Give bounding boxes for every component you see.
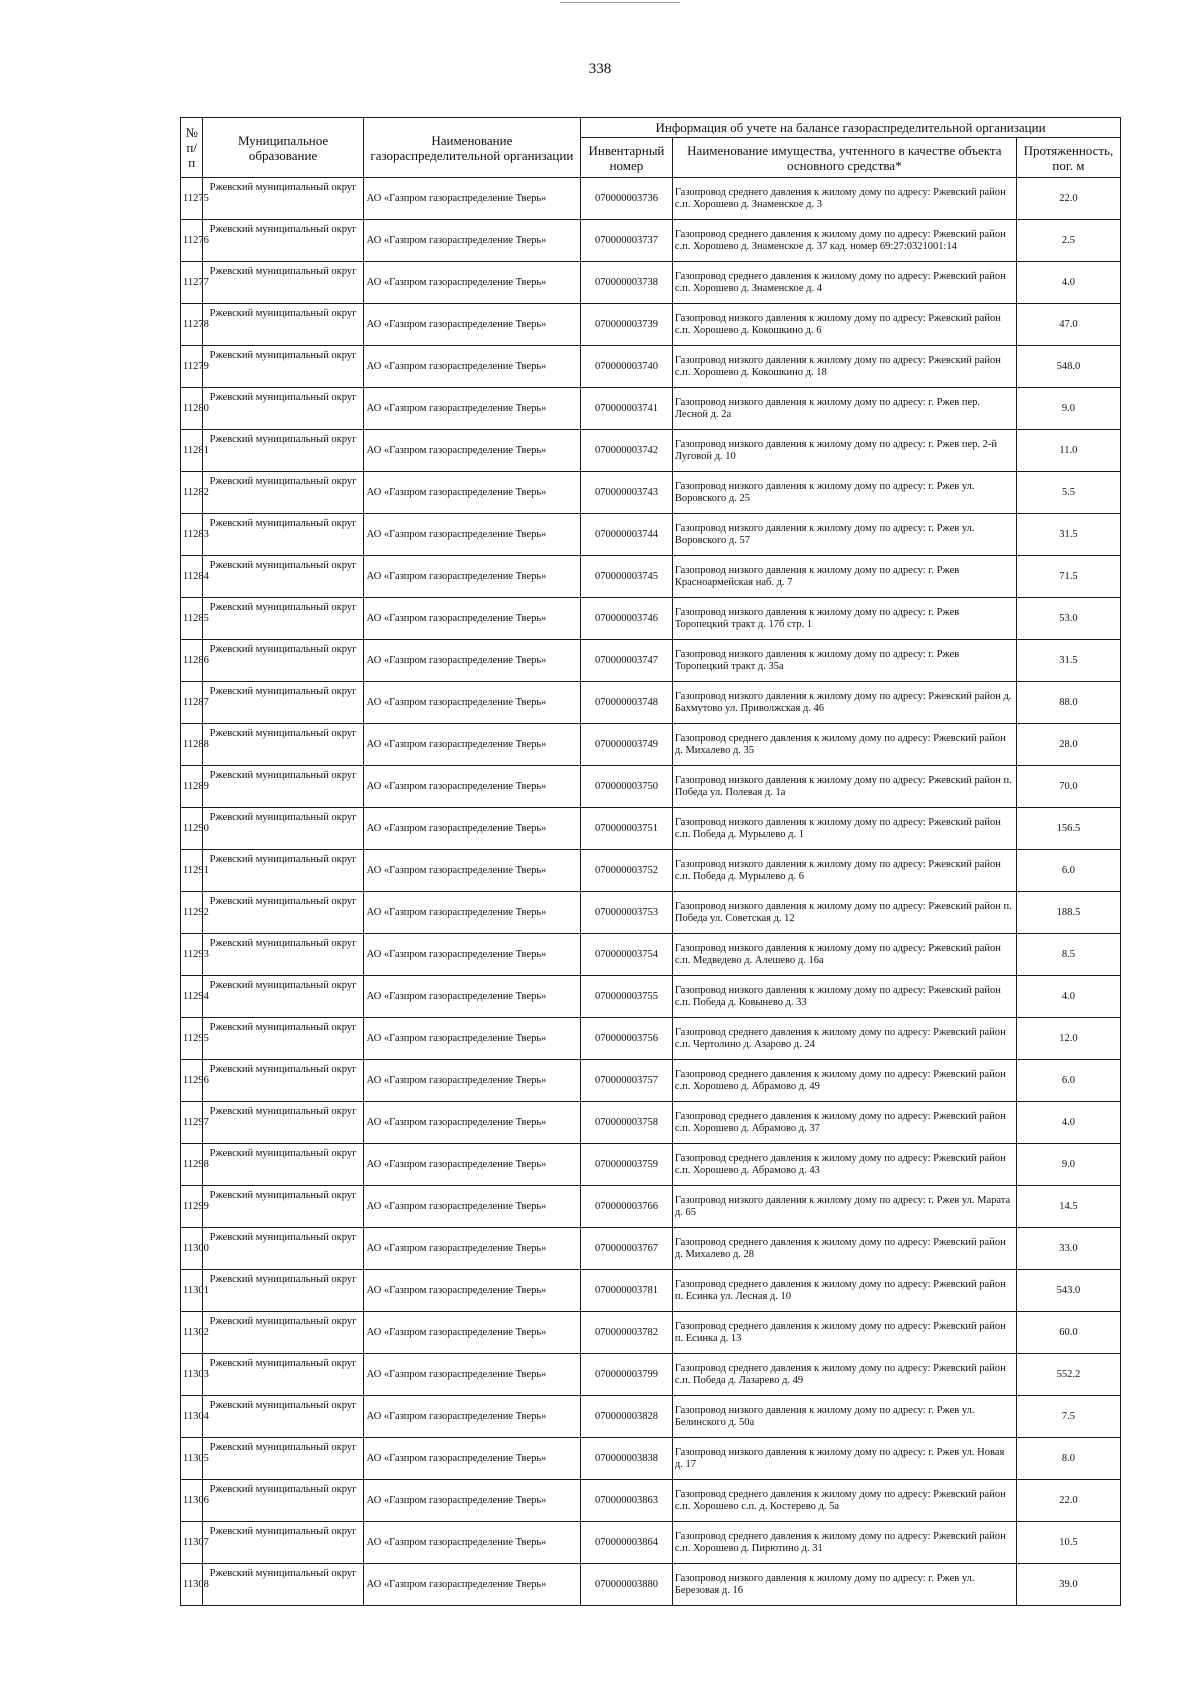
inventory-number-cell: 070000003744 <box>581 514 673 556</box>
inventory-number-cell: 070000003755 <box>581 976 673 1018</box>
property-name-cell: Газопровод низкого давления к жилому дому по адресу: г. Ржев ул. Белинского д. 50а <box>672 1396 1016 1438</box>
municipality-cell: Ржевский муниципальный округ <box>203 472 363 514</box>
inventory-number-cell: 070000003756 <box>581 1018 673 1060</box>
row-number: 11306 <box>181 1480 203 1522</box>
organization-cell: АО «Газпром газораспределение Тверь» <box>363 892 580 934</box>
inventory-number-cell: 070000003782 <box>581 1312 673 1354</box>
inventory-number-cell: 070000003748 <box>581 682 673 724</box>
row-number: 11278 <box>181 304 203 346</box>
inventory-number-cell: 070000003757 <box>581 1060 673 1102</box>
municipality-cell: Ржевский муниципальный округ <box>203 1102 363 1144</box>
organization-cell: АО «Газпром газораспределение Тверь» <box>363 724 580 766</box>
property-name-cell: Газопровод низкого давления к жилому дому по адресу: Ржевский район с.п. Победа д. Мурылево д. 1 <box>672 808 1016 850</box>
table-row <box>181 346 1121 388</box>
inventory-number-cell: 070000003739 <box>581 304 673 346</box>
table-row <box>181 1102 1121 1144</box>
row-number: 11293 <box>181 934 203 976</box>
property-name-cell: Газопровод среднего давления к жилому дому по адресу: Ржевский район с.п. Хорошево д. Абрамово д. 49 <box>672 1060 1016 1102</box>
row-number: 11298 <box>181 1144 203 1186</box>
organization-cell: АО «Газпром газораспределение Тверь» <box>363 1102 580 1144</box>
property-name-cell: Газопровод низкого давления к жилому дому по адресу: г. Ржев ул. Марата д. 65 <box>672 1186 1016 1228</box>
municipality-cell: Ржевский муниципальный округ <box>203 1480 363 1522</box>
length-cell: 4.0 <box>1016 976 1120 1018</box>
table-row <box>181 262 1121 304</box>
municipality-cell: Ржевский муниципальный округ <box>203 430 363 472</box>
header-info-group: Информация об учете на балансе газораспределительной организации <box>581 118 1121 138</box>
inventory-number-cell: 070000003740 <box>581 346 673 388</box>
table-row <box>181 850 1121 892</box>
length-cell: 9.0 <box>1016 1144 1120 1186</box>
organization-cell: АО «Газпром газораспределение Тверь» <box>363 1438 580 1480</box>
length-cell: 14.5 <box>1016 1186 1120 1228</box>
inventory-number-cell: 070000003753 <box>581 892 673 934</box>
municipality-cell: Ржевский муниципальный округ <box>203 598 363 640</box>
table-row <box>181 1522 1121 1564</box>
inventory-number-cell: 070000003864 <box>581 1522 673 1564</box>
organization-cell: АО «Газпром газораспределение Тверь» <box>363 808 580 850</box>
table-row <box>181 556 1121 598</box>
length-cell: 88.0 <box>1016 682 1120 724</box>
table-row <box>181 808 1121 850</box>
length-cell: 53.0 <box>1016 598 1120 640</box>
municipality-cell: Ржевский муниципальный округ <box>203 640 363 682</box>
row-number: 11297 <box>181 1102 203 1144</box>
property-name-cell: Газопровод среднего давления к жилому дому по адресу: Ржевский район с.п. Хорошево д. Знаменское д. 3 <box>672 178 1016 220</box>
municipality-cell: Ржевский муниципальный округ <box>203 1312 363 1354</box>
table-row <box>181 1270 1121 1312</box>
length-cell: 4.0 <box>1016 1102 1120 1144</box>
inventory-number-cell: 070000003745 <box>581 556 673 598</box>
inventory-number-cell: 070000003746 <box>581 598 673 640</box>
length-cell: 47.0 <box>1016 304 1120 346</box>
organization-cell: АО «Газпром газораспределение Тверь» <box>363 976 580 1018</box>
length-cell: 60.0 <box>1016 1312 1120 1354</box>
organization-cell: АО «Газпром газораспределение Тверь» <box>363 1228 580 1270</box>
table-body <box>181 178 1121 1606</box>
row-number: 11277 <box>181 262 203 304</box>
length-cell: 22.0 <box>1016 1480 1120 1522</box>
length-cell: 5.5 <box>1016 472 1120 514</box>
table-row <box>181 892 1121 934</box>
table-row <box>181 1312 1121 1354</box>
length-cell: 8.0 <box>1016 1438 1120 1480</box>
row-number: 11282 <box>181 472 203 514</box>
row-number: 11296 <box>181 1060 203 1102</box>
property-name-cell: Газопровод среднего давления к жилому дому по адресу: Ржевский район с.п. Чертолино д. Азарово д. 24 <box>672 1018 1016 1060</box>
table-row <box>181 1060 1121 1102</box>
row-number: 11290 <box>181 808 203 850</box>
property-name-cell: Газопровод низкого давления к жилому дому по адресу: Ржевский район с.п. Победа д. Мурылево д. 6 <box>672 850 1016 892</box>
row-number: 11305 <box>181 1438 203 1480</box>
row-number: 11292 <box>181 892 203 934</box>
inventory-number-cell: 070000003743 <box>581 472 673 514</box>
table-row <box>181 1018 1121 1060</box>
row-number: 11289 <box>181 766 203 808</box>
row-number: 11295 <box>181 1018 203 1060</box>
inventory-number-cell: 070000003754 <box>581 934 673 976</box>
municipality-cell: Ржевский муниципальный округ <box>203 262 363 304</box>
length-cell: 28.0 <box>1016 724 1120 766</box>
length-cell: 7.5 <box>1016 1396 1120 1438</box>
table-row <box>181 598 1121 640</box>
inventory-number-cell: 070000003749 <box>581 724 673 766</box>
inventory-number-cell: 070000003767 <box>581 1228 673 1270</box>
inventory-number-cell: 070000003737 <box>581 220 673 262</box>
header-property: Наименование имущества, учтенного в качестве объекта основного средства* <box>672 138 1016 178</box>
municipality-cell: Ржевский муниципальный округ <box>203 1438 363 1480</box>
organization-cell: АО «Газпром газораспределение Тверь» <box>363 766 580 808</box>
inventory-number-cell: 070000003750 <box>581 766 673 808</box>
property-name-cell: Газопровод низкого давления к жилому дому по адресу: Ржевский район п. Победа ул. Полевая д. 1а <box>672 766 1016 808</box>
inventory-number-cell: 070000003742 <box>581 430 673 472</box>
row-number: 11294 <box>181 976 203 1018</box>
organization-cell: АО «Газпром газораспределение Тверь» <box>363 220 580 262</box>
header-length: Протяженность, пог. м <box>1016 138 1120 178</box>
row-number: 11303 <box>181 1354 203 1396</box>
municipality-cell: Ржевский муниципальный округ <box>203 1228 363 1270</box>
length-cell: 31.5 <box>1016 640 1120 682</box>
length-cell: 4.0 <box>1016 262 1120 304</box>
municipality-cell: Ржевский муниципальный округ <box>203 1018 363 1060</box>
organization-cell: АО «Газпром газораспределение Тверь» <box>363 1480 580 1522</box>
property-name-cell: Газопровод среднего давления к жилому дому по адресу: Ржевский район п. Есинка ул. Лесная д. 10 <box>672 1270 1016 1312</box>
property-name-cell: Газопровод низкого давления к жилому дому по адресу: г. Ржев ул. Воровского д. 25 <box>672 472 1016 514</box>
table-row <box>181 1438 1121 1480</box>
row-number: 11288 <box>181 724 203 766</box>
table-row <box>181 388 1121 430</box>
row-number: 11307 <box>181 1522 203 1564</box>
table-row <box>181 430 1121 472</box>
header-org-name: Наименование газораспределительной организации <box>363 118 580 178</box>
property-name-cell: Газопровод низкого давления к жилому дому по адресу: Ржевский район с.п. Хорошево д. Кокошкино д. 6 <box>672 304 1016 346</box>
municipality-cell: Ржевский муниципальный округ <box>203 892 363 934</box>
organization-cell: АО «Газпром газораспределение Тверь» <box>363 430 580 472</box>
inventory-number-cell: 070000003781 <box>581 1270 673 1312</box>
organization-cell: АО «Газпром газораспределение Тверь» <box>363 472 580 514</box>
row-number: 11283 <box>181 514 203 556</box>
length-cell: 9.0 <box>1016 388 1120 430</box>
length-cell: 188.5 <box>1016 892 1120 934</box>
organization-cell: АО «Газпром газораспределение Тверь» <box>363 304 580 346</box>
property-name-cell: Газопровод среднего давления к жилому дому по адресу: Ржевский район с.п. Хорошево д. Абрамово д. 43 <box>672 1144 1016 1186</box>
row-number: 11284 <box>181 556 203 598</box>
organization-cell: АО «Газпром газораспределение Тверь» <box>363 682 580 724</box>
table-row <box>181 1396 1121 1438</box>
row-number: 11279 <box>181 346 203 388</box>
property-name-cell: Газопровод низкого давления к жилому дому по адресу: г. Ржев ул. Новая д. 17 <box>672 1438 1016 1480</box>
length-cell: 22.0 <box>1016 178 1120 220</box>
row-number: 11281 <box>181 430 203 472</box>
table-row <box>181 976 1121 1018</box>
length-cell: 6.0 <box>1016 1060 1120 1102</box>
inventory-number-cell: 070000003759 <box>581 1144 673 1186</box>
row-number: 11286 <box>181 640 203 682</box>
row-number: 11304 <box>181 1396 203 1438</box>
row-number: 11291 <box>181 850 203 892</box>
municipality-cell: Ржевский муниципальный округ <box>203 766 363 808</box>
organization-cell: АО «Газпром газораспределение Тверь» <box>363 598 580 640</box>
table-row <box>181 934 1121 976</box>
length-cell: 11.0 <box>1016 430 1120 472</box>
municipality-cell: Ржевский муниципальный округ <box>203 1060 363 1102</box>
organization-cell: АО «Газпром газораспределение Тверь» <box>363 1564 580 1606</box>
municipality-cell: Ржевский муниципальный округ <box>203 724 363 766</box>
property-name-cell: Газопровод среднего давления к жилому дому по адресу: Ржевский район д. Михалево д. 28 <box>672 1228 1016 1270</box>
organization-cell: АО «Газпром газораспределение Тверь» <box>363 388 580 430</box>
organization-cell: АО «Газпром газораспределение Тверь» <box>363 1270 580 1312</box>
municipality-cell: Ржевский муниципальный округ <box>203 1186 363 1228</box>
organization-cell: АО «Газпром газораспределение Тверь» <box>363 934 580 976</box>
table-row <box>181 724 1121 766</box>
inventory-number-cell: 070000003741 <box>581 388 673 430</box>
property-name-cell: Газопровод среднего давления к жилому дому по адресу: Ржевский район с.п. Хорошево д. Знаменское д. 4 <box>672 262 1016 304</box>
municipality-cell: Ржевский муниципальный округ <box>203 220 363 262</box>
organization-cell: АО «Газпром газораспределение Тверь» <box>363 262 580 304</box>
municipality-cell: Ржевский муниципальный округ <box>203 346 363 388</box>
length-cell: 548.0 <box>1016 346 1120 388</box>
organization-cell: АО «Газпром газораспределение Тверь» <box>363 1354 580 1396</box>
inventory-number-cell: 070000003738 <box>581 262 673 304</box>
gas-pipeline-register-table <box>180 117 1121 1606</box>
length-cell: 31.5 <box>1016 514 1120 556</box>
table-row <box>181 1354 1121 1396</box>
row-number: 11301 <box>181 1270 203 1312</box>
property-name-cell: Газопровод низкого давления к жилому дому по адресу: г. Ржев Торопецкий тракт д. 17б стр. 1 <box>672 598 1016 640</box>
property-name-cell: Газопровод среднего давления к жилому дому по адресу: Ржевский район п. Есинка д. 13 <box>672 1312 1016 1354</box>
header-num: № п/п <box>181 118 203 178</box>
row-number: 11275 <box>181 178 203 220</box>
table-header <box>181 118 1121 178</box>
inventory-number-cell: 070000003799 <box>581 1354 673 1396</box>
row-number: 11287 <box>181 682 203 724</box>
municipality-cell: Ржевский муниципальный округ <box>203 1144 363 1186</box>
organization-cell: АО «Газпром газораспределение Тверь» <box>363 556 580 598</box>
inventory-number-cell: 070000003838 <box>581 1438 673 1480</box>
scan-artifact-line <box>560 2 680 3</box>
length-cell: 552.2 <box>1016 1354 1120 1396</box>
row-number: 11280 <box>181 388 203 430</box>
property-name-cell: Газопровод среднего давления к жилому дому по адресу: Ржевский район с.п. Хорошево д. Пирютино д. 31 <box>672 1522 1016 1564</box>
table-row <box>181 1228 1121 1270</box>
municipality-cell: Ржевский муниципальный округ <box>203 1354 363 1396</box>
inventory-number-cell: 070000003758 <box>581 1102 673 1144</box>
municipality-cell: Ржевский муниципальный округ <box>203 556 363 598</box>
property-name-cell: Газопровод низкого давления к жилому дому по адресу: г. Ржев ул. Березовая д. 16 <box>672 1564 1016 1606</box>
table-row <box>181 1186 1121 1228</box>
length-cell: 33.0 <box>1016 1228 1120 1270</box>
length-cell: 70.0 <box>1016 766 1120 808</box>
table-row <box>181 766 1121 808</box>
inventory-number-cell: 070000003752 <box>581 850 673 892</box>
municipality-cell: Ржевский муниципальный округ <box>203 1396 363 1438</box>
municipality-cell: Ржевский муниципальный округ <box>203 850 363 892</box>
municipality-cell: Ржевский муниципальный округ <box>203 808 363 850</box>
table-row <box>181 1480 1121 1522</box>
length-cell: 8.5 <box>1016 934 1120 976</box>
table-row <box>181 1144 1121 1186</box>
row-number: 11308 <box>181 1564 203 1606</box>
organization-cell: АО «Газпром газораспределение Тверь» <box>363 1186 580 1228</box>
length-cell: 6.0 <box>1016 850 1120 892</box>
municipality-cell: Ржевский муниципальный округ <box>203 304 363 346</box>
municipality-cell: Ржевский муниципальный округ <box>203 388 363 430</box>
row-number: 11276 <box>181 220 203 262</box>
table-row <box>181 682 1121 724</box>
table-row <box>181 220 1121 262</box>
header-inventory: Инвентарный номер <box>581 138 673 178</box>
organization-cell: АО «Газпром газораспределение Тверь» <box>363 1018 580 1060</box>
property-name-cell: Газопровод среднего давления к жилому дому по адресу: Ржевский район д. Михалево д. 35 <box>672 724 1016 766</box>
organization-cell: АО «Газпром газораспределение Тверь» <box>363 850 580 892</box>
inventory-number-cell: 070000003880 <box>581 1564 673 1606</box>
organization-cell: АО «Газпром газораспределение Тверь» <box>363 514 580 556</box>
inventory-number-cell: 070000003751 <box>581 808 673 850</box>
municipality-cell: Ржевский муниципальный округ <box>203 178 363 220</box>
municipality-cell: Ржевский муниципальный округ <box>203 682 363 724</box>
table-row <box>181 640 1121 682</box>
property-name-cell: Газопровод низкого давления к жилому дому по адресу: Ржевский район п. Победа ул. Советская д. 12 <box>672 892 1016 934</box>
property-name-cell: Газопровод низкого давления к жилому дому по адресу: г. Ржев Красноармейская наб. д. 7 <box>672 556 1016 598</box>
row-number: 11302 <box>181 1312 203 1354</box>
organization-cell: АО «Газпром газораспределение Тверь» <box>363 1312 580 1354</box>
property-name-cell: Газопровод низкого давления к жилому дому по адресу: г. Ржев пер. 2-й Луговой д. 10 <box>672 430 1016 472</box>
row-number: 11285 <box>181 598 203 640</box>
property-name-cell: Газопровод низкого давления к жилому дому по адресу: г. Ржев пер. Лесной д. 2а <box>672 388 1016 430</box>
table-row <box>181 304 1121 346</box>
property-name-cell: Газопровод низкого давления к жилому дому по адресу: Ржевский район с.п. Медведево д. Алешево д. 16а <box>672 934 1016 976</box>
table-row <box>181 178 1121 220</box>
municipality-cell: Ржевский муниципальный округ <box>203 976 363 1018</box>
row-number: 11300 <box>181 1228 203 1270</box>
organization-cell: АО «Газпром газораспределение Тверь» <box>363 178 580 220</box>
inventory-number-cell: 070000003747 <box>581 640 673 682</box>
table-row <box>181 514 1121 556</box>
table-row <box>181 1564 1121 1606</box>
header-municipality: Муниципальное образование <box>203 118 363 178</box>
length-cell: 156.5 <box>1016 808 1120 850</box>
organization-cell: АО «Газпром газораспределение Тверь» <box>363 640 580 682</box>
length-cell: 71.5 <box>1016 556 1120 598</box>
inventory-number-cell: 070000003863 <box>581 1480 673 1522</box>
row-number: 11299 <box>181 1186 203 1228</box>
municipality-cell: Ржевский муниципальный округ <box>203 514 363 556</box>
property-name-cell: Газопровод среднего давления к жилому дому по адресу: Ржевский район с.п. Хорошево д. Знаменское д. 37 кад. номер 69:27:0321001:14 <box>672 220 1016 262</box>
length-cell: 12.0 <box>1016 1018 1120 1060</box>
municipality-cell: Ржевский муниципальный округ <box>203 1270 363 1312</box>
municipality-cell: Ржевский муниципальный округ <box>203 1564 363 1606</box>
property-name-cell: Газопровод среднего давления к жилому дому по адресу: Ржевский район с.п. Хорошево с.п. д. Костерево д. 5а <box>672 1480 1016 1522</box>
organization-cell: АО «Газпром газораспределение Тверь» <box>363 1522 580 1564</box>
organization-cell: АО «Газпром газораспределение Тверь» <box>363 1144 580 1186</box>
property-name-cell: Газопровод низкого давления к жилому дому по адресу: Ржевский район д. Бахмутово ул. Приволжская д. 46 <box>672 682 1016 724</box>
property-name-cell: Газопровод низкого давления к жилому дому по адресу: г. Ржев Торопецкий тракт д. 35а <box>672 640 1016 682</box>
municipality-cell: Ржевский муниципальный округ <box>203 934 363 976</box>
organization-cell: АО «Газпром газораспределение Тверь» <box>363 1396 580 1438</box>
municipality-cell: Ржевский муниципальный округ <box>203 1522 363 1564</box>
property-name-cell: Газопровод низкого давления к жилому дому по адресу: г. Ржев ул. Воровского д. 57 <box>672 514 1016 556</box>
inventory-number-cell: 070000003828 <box>581 1396 673 1438</box>
organization-cell: АО «Газпром газораспределение Тверь» <box>363 1060 580 1102</box>
inventory-number-cell: 070000003736 <box>581 178 673 220</box>
property-name-cell: Газопровод низкого давления к жилому дому по адресу: Ржевский район с.п. Победа д. Ковынево д. 33 <box>672 976 1016 1018</box>
table-row <box>181 472 1121 514</box>
property-name-cell: Газопровод среднего давления к жилому дому по адресу: Ржевский район с.п. Победа д. Лазарево д. 49 <box>672 1354 1016 1396</box>
property-name-cell: Газопровод низкого давления к жилому дому по адресу: Ржевский район с.п. Хорошево д. Кокошкино д. 18 <box>672 346 1016 388</box>
property-name-cell: Газопровод среднего давления к жилому дому по адресу: Ржевский район с.п. Хорошево д. Абрамово д. 37 <box>672 1102 1016 1144</box>
length-cell: 39.0 <box>1016 1564 1120 1606</box>
page-number: 338 <box>588 61 612 77</box>
length-cell: 543.0 <box>1016 1270 1120 1312</box>
inventory-number-cell: 070000003766 <box>581 1186 673 1228</box>
length-cell: 10.5 <box>1016 1522 1120 1564</box>
length-cell: 2.5 <box>1016 220 1120 262</box>
organization-cell: АО «Газпром газораспределение Тверь» <box>363 346 580 388</box>
